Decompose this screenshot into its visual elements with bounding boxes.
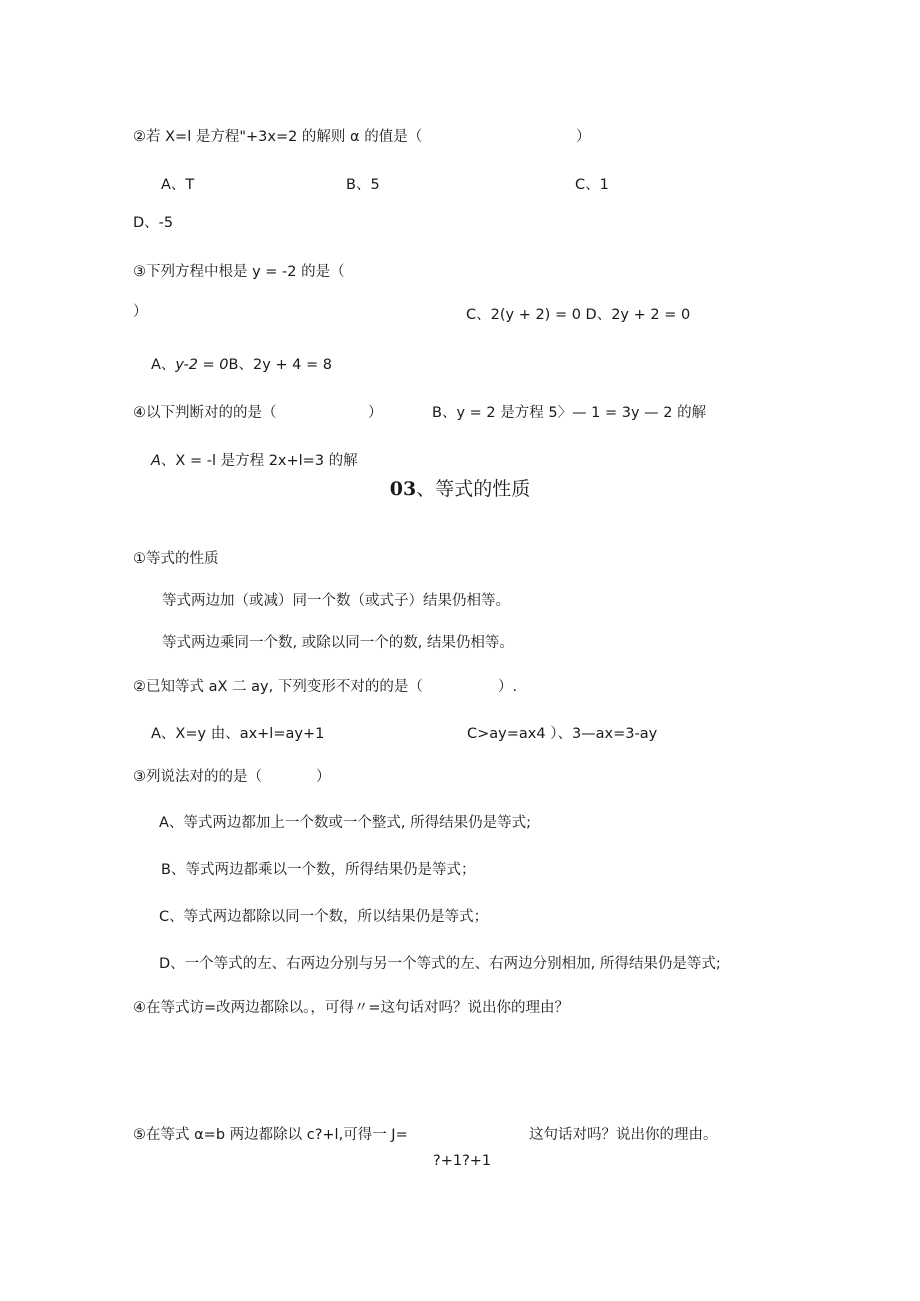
section-number: 03 <box>389 478 417 500</box>
question-3-option-a-prefix: A、 <box>151 357 176 373</box>
question-4-option-b: B、y = 2 是方程 5〉— 1 = 3y — 2 的解 <box>432 405 707 421</box>
question-3-option-b: B、2y + 4 = 8 <box>228 357 332 373</box>
question-3-option-ab <box>151 355 332 375</box>
question-2-stem: ②若 X=l 是方程"+3x=2 的解则 α 的值是（ <box>133 129 423 145</box>
question-3-option-a-equation: y-2 = 0 <box>175 357 229 373</box>
sec3-question-3-option-b: B、等式两边都乘以一个数，所得结果仍是等式； <box>161 862 476 878</box>
question-2-option-c: C、1 <box>575 177 609 193</box>
sec3-question-5-denominator: ?+1?+1 <box>433 1153 492 1169</box>
sec3-question-3-option-c: C、等式两边都除以同一个数，所以结果仍是等式； <box>159 909 489 925</box>
question-3-stem: ③下列方程中根是 y = -2 的是（ <box>133 264 345 280</box>
sec3-question-3-option-a: A、等式两边都加上一个数或一个整式, 所得结果仍是等式; <box>159 815 532 831</box>
sec3-question-3-paren-close: ） <box>316 769 331 785</box>
question-2-option-d: D、-5 <box>133 215 174 231</box>
sec3-question-2-option-cd: C>ay=ax4 ）、3—ax=3-ay <box>467 726 658 742</box>
properties-line-2: 等式两边乘同一个数, 或除以同一个的数, 结果仍相等。 <box>162 635 514 651</box>
question-4-stem: ④以下判断对的的是（ <box>133 405 277 421</box>
question-2-option-b: B、5 <box>346 177 380 193</box>
sec3-question-5-tail: 这句话对吗？说出你的理由。 <box>529 1127 718 1143</box>
question-4-option-a <box>151 451 358 471</box>
question-2-paren-close: ） <box>576 129 591 145</box>
question-3-paren-close: ） <box>133 304 148 320</box>
section-heading <box>0 477 920 501</box>
sec3-question-5-stem: ⑤在等式 α=b 两边都除以 c?+l,可得一 J= <box>133 1127 408 1143</box>
question-4-option-a-text: 、X = -l 是方程 2x+l=3 的解 <box>160 453 358 469</box>
question-3-option-cd: C、2(y + 2) = 0 D、2y + 2 = 0 <box>466 307 691 323</box>
sec3-question-3-stem: ③列说法对的的是（ <box>133 769 262 785</box>
question-4-paren-close: ） <box>368 405 383 421</box>
sec3-question-2-paren-close: ）. <box>498 679 518 695</box>
sec3-question-3-option-d: D、一个等式的左、右两边分别与另一个等式的左、右两边分别相加, 所得结果仍是等式; <box>159 956 721 972</box>
sec3-question-2-stem: ②已知等式 aX 二 ay, 下列变形不对的的是（ <box>133 679 423 695</box>
properties-line-1: 等式两边加（或减）同一个数（或式子）结果仍相等。 <box>162 593 510 609</box>
sec3-question-2-option-ab: A、X=y 由、ax+l=ay+1 <box>151 726 325 742</box>
properties-heading: ①等式的性质 <box>133 551 219 567</box>
sec3-question-4-stem: ④在等式访=改两边都除以。，可得〃=这句话对吗？说出你的理由？ <box>133 1000 570 1016</box>
section-title: 、等式的性质 <box>416 478 531 500</box>
question-4-option-a-prefix: A <box>151 453 161 469</box>
question-2-option-a: A、T <box>161 177 195 193</box>
